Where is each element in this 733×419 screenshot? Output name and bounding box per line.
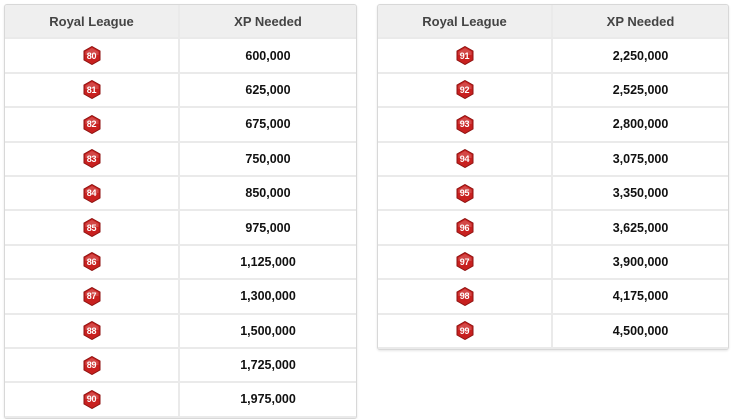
league-badge-icon bbox=[83, 80, 101, 99]
table-row bbox=[5, 280, 356, 314]
header-royal-league: Royal League bbox=[5, 5, 180, 39]
xp-needed-value: 2,250,000 bbox=[553, 39, 728, 73]
xp-needed-value: 4,175,000 bbox=[553, 280, 728, 314]
league-level: 89 bbox=[86, 360, 97, 371]
league-level: 84 bbox=[86, 188, 97, 199]
xp-needed-value: 625,000 bbox=[180, 74, 356, 108]
league-cell bbox=[378, 280, 553, 314]
league-badge-icon bbox=[83, 287, 101, 306]
league-level: 88 bbox=[86, 325, 97, 336]
league-level: 81 bbox=[86, 84, 97, 95]
league-level: 98 bbox=[459, 291, 470, 302]
xp-needed-value: 3,625,000 bbox=[553, 211, 728, 245]
league-level: 91 bbox=[459, 50, 470, 61]
league-cell bbox=[378, 177, 553, 211]
xp-needed-value: 675,000 bbox=[180, 108, 356, 142]
league-badge-icon bbox=[456, 115, 474, 134]
table-row bbox=[5, 39, 356, 73]
table-row bbox=[378, 74, 728, 108]
xp-needed-value: 1,725,000 bbox=[180, 349, 356, 383]
league-level: 92 bbox=[459, 84, 470, 95]
xp-needed-value: 750,000 bbox=[180, 143, 356, 177]
header-xp-needed: XP Needed bbox=[553, 5, 728, 39]
league-cell bbox=[378, 315, 553, 349]
table-row bbox=[378, 177, 728, 211]
league-cell bbox=[378, 108, 553, 142]
league-cell bbox=[5, 177, 180, 211]
xp-needed-value: 850,000 bbox=[180, 177, 356, 211]
league-badge-icon bbox=[83, 149, 101, 168]
xp-needed-value: 1,500,000 bbox=[180, 315, 356, 349]
league-badge-icon bbox=[456, 149, 474, 168]
xp-table-right bbox=[377, 4, 729, 350]
league-cell bbox=[5, 349, 180, 383]
league-cell bbox=[378, 74, 553, 108]
table-header bbox=[378, 5, 728, 39]
xp-needed-value: 2,800,000 bbox=[553, 108, 728, 142]
league-level: 90 bbox=[86, 394, 97, 405]
league-level: 93 bbox=[459, 119, 470, 130]
league-badge-icon bbox=[83, 218, 101, 237]
league-cell bbox=[5, 211, 180, 245]
table-row bbox=[378, 315, 728, 349]
league-level: 83 bbox=[86, 153, 97, 164]
header-royal-league: Royal League bbox=[378, 5, 553, 39]
league-badge-icon bbox=[456, 252, 474, 271]
league-level: 80 bbox=[86, 50, 97, 61]
xp-needed-value: 3,900,000 bbox=[553, 246, 728, 280]
xp-needed-value: 1,975,000 bbox=[180, 383, 356, 417]
table-row bbox=[378, 211, 728, 245]
league-cell bbox=[5, 108, 180, 142]
header-xp-needed: XP Needed bbox=[180, 5, 356, 39]
league-level: 99 bbox=[459, 325, 470, 336]
league-badge-icon bbox=[83, 252, 101, 271]
league-badge-icon bbox=[83, 46, 101, 65]
league-level: 97 bbox=[459, 256, 470, 267]
table-row bbox=[378, 143, 728, 177]
league-cell bbox=[378, 246, 553, 280]
league-cell bbox=[5, 383, 180, 417]
league-badge-icon bbox=[456, 80, 474, 99]
league-level: 94 bbox=[459, 153, 470, 164]
table-row bbox=[378, 246, 728, 280]
xp-needed-value: 975,000 bbox=[180, 211, 356, 245]
league-badge-icon bbox=[456, 46, 474, 65]
table-row bbox=[5, 246, 356, 280]
league-level: 82 bbox=[86, 119, 97, 130]
table-row bbox=[378, 108, 728, 142]
table-row bbox=[5, 143, 356, 177]
league-cell bbox=[378, 211, 553, 245]
league-badge-icon bbox=[456, 184, 474, 203]
table-row bbox=[378, 39, 728, 73]
league-cell bbox=[5, 315, 180, 349]
league-level: 85 bbox=[86, 222, 97, 233]
league-cell bbox=[378, 39, 553, 73]
league-badge-icon bbox=[83, 321, 101, 340]
league-level: 87 bbox=[86, 291, 97, 302]
xp-needed-value: 1,125,000 bbox=[180, 246, 356, 280]
xp-needed-value: 4,500,000 bbox=[553, 315, 728, 349]
table-row bbox=[5, 211, 356, 245]
table-row bbox=[5, 315, 356, 349]
league-level: 86 bbox=[86, 256, 97, 267]
xp-table-left bbox=[4, 4, 357, 419]
league-cell bbox=[5, 39, 180, 73]
table-row bbox=[5, 108, 356, 142]
table-body bbox=[378, 39, 728, 349]
xp-needed-value: 3,075,000 bbox=[553, 143, 728, 177]
xp-needed-value: 2,525,000 bbox=[553, 74, 728, 108]
league-cell bbox=[378, 143, 553, 177]
table-body bbox=[5, 39, 356, 417]
league-cell bbox=[5, 280, 180, 314]
league-badge-icon bbox=[456, 287, 474, 306]
table-row bbox=[5, 383, 356, 417]
league-level: 96 bbox=[459, 222, 470, 233]
league-badge-icon bbox=[83, 184, 101, 203]
xp-needed-value: 600,000 bbox=[180, 39, 356, 73]
league-level: 95 bbox=[459, 188, 470, 199]
league-badge-icon bbox=[83, 356, 101, 375]
table-row bbox=[5, 74, 356, 108]
table-row bbox=[5, 177, 356, 211]
league-badge-icon bbox=[83, 390, 101, 409]
league-badge-icon bbox=[456, 321, 474, 340]
league-cell bbox=[5, 246, 180, 280]
league-cell bbox=[5, 74, 180, 108]
league-cell bbox=[5, 143, 180, 177]
league-badge-icon bbox=[456, 218, 474, 237]
table-row bbox=[5, 349, 356, 383]
table-row bbox=[378, 280, 728, 314]
table-header bbox=[5, 5, 356, 39]
xp-needed-value: 3,350,000 bbox=[553, 177, 728, 211]
xp-needed-value: 1,300,000 bbox=[180, 280, 356, 314]
league-badge-icon bbox=[83, 115, 101, 134]
